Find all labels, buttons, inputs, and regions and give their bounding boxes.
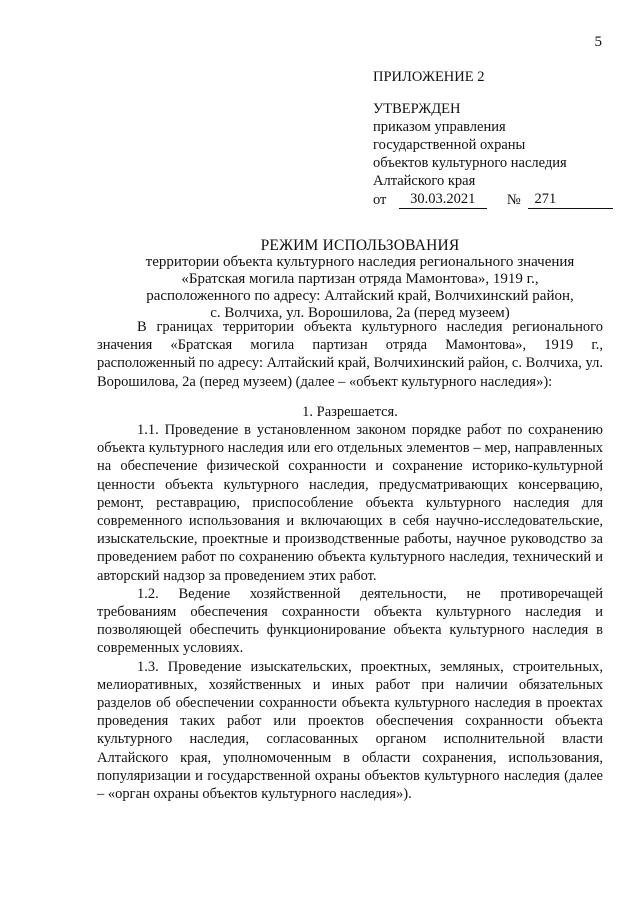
title-line: с. Волчиха, ул. Ворошилова, 2а (перед музеем) (210, 305, 510, 321)
order-date-row (373, 190, 613, 209)
section-heading: 1. Разрешается. (302, 403, 398, 420)
document-body (97, 318, 603, 803)
paragraph-1-3: 1.3. Проведение изыскательских, проектных, земляных, строительных, мелиоративных, хозяйственных и иных работ при наличии обязательных разделов об обеспечении сохранности объекта культурного наследия в проектах проведения таких работ или проектов обеспечения сохранности объекта культурного наследия, согласованных органом исполнительной власти Алтайского края, уполномоченным в области сохранения, использования, популяризации и государственной охраны объектов культурного наследия (далее – «орган охраны объектов культурного наследия»). (97, 658, 603, 803)
title-line: «Братская могила партизан отряда Мамонтова», 1919 г., (181, 271, 539, 287)
approval-line: приказом управления (373, 119, 506, 135)
from-label: от (373, 192, 387, 208)
title-main: РЕЖИМ ИСПОЛЬЗОВАНИЯ (260, 237, 460, 254)
approved-label: УТВЕРЖДЕН (373, 101, 461, 117)
appendix-block (373, 68, 613, 209)
paragraph-1-1: 1.1. Проведение в установленном законом порядке работ по сохранению объекта культурного наследия или его отдельных элементов – мер, направленных на обеспечение физической сохранности и сохранение историко-культурной ценности объекта культурного наследия, предусматривающих консервацию, ремонт, реставрацию, приспособление объекта культурного наследия для современного использования и включающих в себя научно-исследовательские, изыскательские, проектные и производственные работы, научное руководство за проведением работ по сохранению объекта культурного наследия, технический и авторский надзор за проведением этих работ. (97, 422, 603, 584)
order-number: 271 (528, 190, 613, 209)
number-label: № (506, 192, 521, 208)
approval-line: Алтайского края (373, 173, 476, 189)
page-number: 5 (594, 34, 602, 50)
document-title (90, 237, 630, 322)
approval-line: государственной охраны (373, 137, 526, 153)
order-date: 30.03.2021 (399, 190, 487, 209)
approval-line: объектов культурного наследия (373, 155, 567, 171)
paragraph-1-2: 1.2. Ведение хозяйственной деятельности, не противоречащей требованиям обеспечения сохранности объекта культурного наследия и позволяющей обеспечить функционирование объекта культурного наследия в современных условиях. (97, 585, 603, 657)
title-line: территории объекта культурного наследия регионального значения (145, 254, 575, 270)
appendix-heading: ПРИЛОЖЕНИЕ 2 (373, 69, 485, 85)
title-line: расположенного по адресу: Алтайский край, Волчихинский район, (146, 288, 574, 304)
intro-paragraph: В границах территории объекта культурного наследия регионального значения «Братская могила партизан отряда Мамонтова», 1919 г., расположенный по адресу: Алтайский край, Волчихинский район, с. Волчиха, ул. Ворошилова, 2а (перед музеем) (далее – «объект культурного наследия»): (97, 319, 603, 390)
